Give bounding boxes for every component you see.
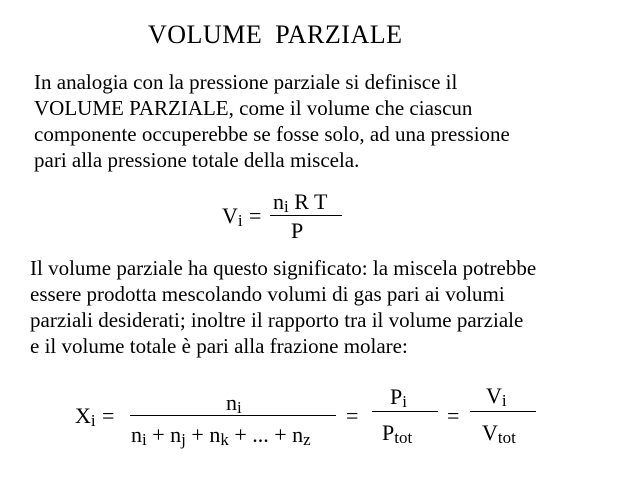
page-title: VOLUME PARZIALE xyxy=(148,20,403,49)
denominator-operator: + xyxy=(146,422,171,447)
paragraph-line: Il volume parziale ha questo significato: la miscela potrebbe xyxy=(30,256,537,280)
formula2-f2-denominator: Ptot xyxy=(382,420,413,447)
formula1-lhs: Vi xyxy=(222,203,243,230)
denominator-operator: + xyxy=(185,422,210,447)
formula1-fraction-bar xyxy=(270,215,342,216)
paragraph-line: parziali desiderati; inoltre il rapporto tra il volume parziale xyxy=(30,308,524,332)
formula2-f2-numerator: Pi xyxy=(390,384,407,411)
formula2-f2-fraction-bar xyxy=(372,411,438,412)
formula2-equals-2: = xyxy=(346,403,359,428)
paragraph-line: pari alla pressione totale della miscela. xyxy=(34,148,360,172)
formula1-equals: = xyxy=(249,203,262,228)
formula2-f1-denominator xyxy=(131,422,311,448)
formula2-f1-fraction-bar xyxy=(130,415,336,416)
paragraph-line: essere prodotta mescolando volumi di gas pari ai volumi xyxy=(30,282,505,306)
formula2-equals: = xyxy=(102,403,115,428)
paragraph-definition xyxy=(34,69,510,173)
denominator-term-sub: z xyxy=(303,430,311,449)
paragraph-meaning xyxy=(30,255,536,359)
denominator-operator: + ... + xyxy=(228,422,293,447)
paragraph-line: componente occuperebbe se fosse solo, ad una pressione xyxy=(34,122,510,146)
denominator-term-sub: j xyxy=(181,430,186,449)
denominator-term: n xyxy=(292,422,304,447)
formula2-lhs: Xi xyxy=(75,403,96,430)
formula1-numerator: ni R T xyxy=(273,189,328,216)
formula1-denominator: P xyxy=(291,218,304,243)
formula2-f3-numerator: Vi xyxy=(486,383,507,410)
formula2-f3-denominator: Vtot xyxy=(482,420,516,447)
denominator-term: n xyxy=(131,422,142,447)
formula2-f1-numerator: ni xyxy=(226,390,242,417)
paragraph-line: In analogia con la pressione parziale si definisce il xyxy=(34,70,458,94)
paragraph-line: e il volume totale è pari alla frazione molare: xyxy=(30,334,408,358)
denominator-term-sub: k xyxy=(220,430,229,449)
denominator-term: n xyxy=(170,422,182,447)
formula2-equals-3: = xyxy=(447,403,460,428)
paragraph-line: VOLUME PARZIALE, come il volume che ciascun xyxy=(34,96,473,120)
denominator-term: n xyxy=(209,422,221,447)
denominator-term-sub: i xyxy=(142,430,147,449)
formula2-f3-fraction-bar xyxy=(470,411,536,412)
